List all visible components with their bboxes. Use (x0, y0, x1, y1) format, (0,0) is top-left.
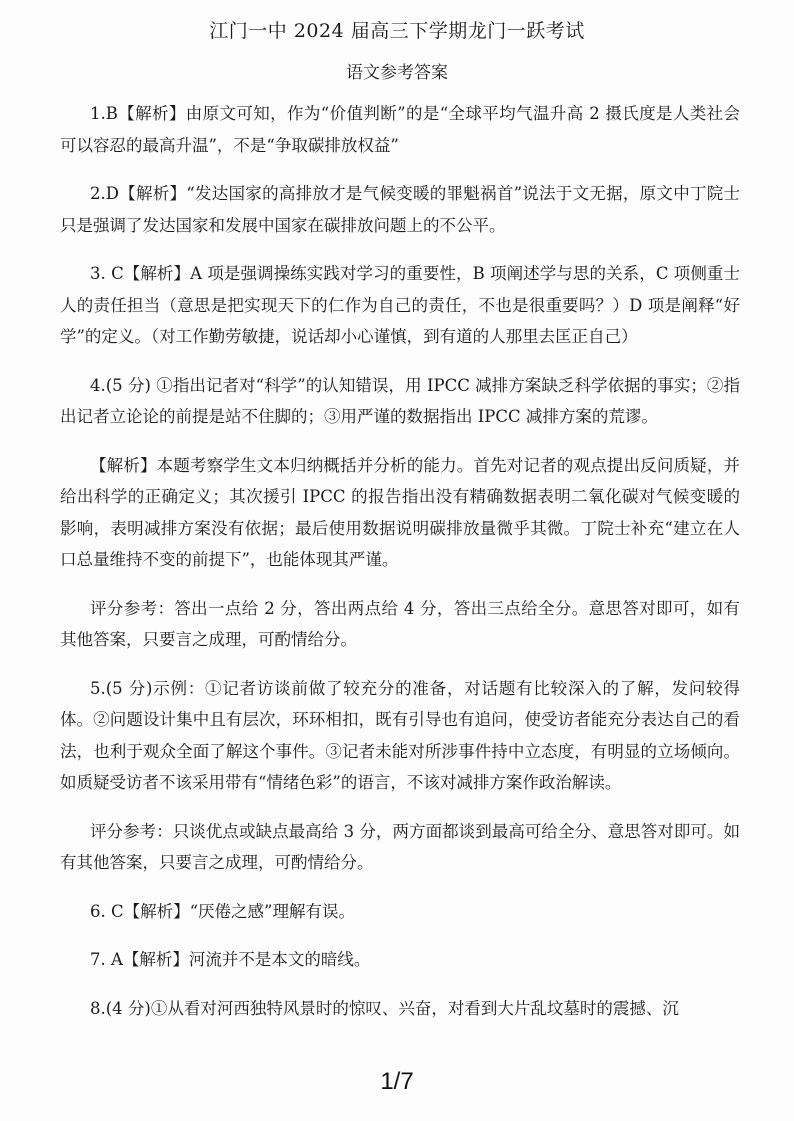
analysis-paragraph-4: 【解析】本题考察学生文本归纳概括并分析的能力。首先对记者的观点提出反问质疑，并给出科学的正确定义；其次援引 IPCC 的报告指出没有精确数据表明二氧化碳对气候变暖的影响，表明减排方案没有依据；最后使用数据说明碳排放量微乎其微。丁院士补充“建立在人口总量维持不变的前提下”，也能体现其严谨。 (60, 455, 740, 569)
scoring-note-5: 评分参考：只谈优点或缺点最高给 3 分，两方面都谈到最高可给全分、意思答对即可。如有其他答案，只要言之成理，可酌情给分。 (60, 821, 740, 872)
document-subtitle: 语文参考答案 (346, 63, 448, 83)
answer-paragraph-2: 2.D【解析】“发达国家的高排放才是气候变暖的罪魁祸首”说法于文无据，原文中丁院士只是强调了发达国家和发展中国家在碳排放问题上的不公平。 (60, 184, 740, 235)
answer-paragraph-1: 1.B【解析】由原文可知，作为“价值判断”的是“全球平均气温升高 2 摄氏度是人类社会可以容忍的最高升温”，不是“争取碳排放权益” (60, 104, 740, 155)
answer-paragraph-3: 3. C【解析】A 项是强调操练实践对学习的重要性，B 项阐述学与思的关系，C 项侧重士人的责任担当（意思是把实现天下的仁作为自己的责任，不也是很重要吗？）D 项是阐释“好学”的定义。（对工作勤劳敏捷，说话却小心谨慎，到有道的人那里去匡正自己） (60, 264, 740, 346)
answer-paragraph-6: 6. C【解析】“厌倦之感”理解有误。 (90, 901, 355, 921)
page-number: 1/7 (380, 1068, 414, 1095)
answer-paragraph-5: 5.(5 分)示例：①记者访谈前做了较充分的准备，对话题有比较深入的了解，发问较得体。②问题设计集中且有层次，环环相扣，既有引导也有追问，使受访者能充分表达自己的看法，也利于观众全面了解这个事件。③记者未能对所涉事件持中立态度，有明显的立场倾向。如质疑受访者不该采用带有“情绪色彩”的语言，不该对减排方案作政治解读。 (60, 678, 740, 792)
answer-paragraph-8: 8.(4 分)①从看对河西独特风景时的惊叹、兴奋，对看到大片乱坟墓时的震撼、沉 (90, 998, 679, 1018)
exam-title: 江门一中 2024 届高三下学期龙门一跃考试 (209, 20, 585, 42)
answer-paragraph-7: 7. A【解析】河流并不是本文的暗线。 (90, 950, 371, 969)
scoring-note-4: 评分参考：答出一点给 2 分，答出两点给 4 分，答出三点给全分。意思答对即可，如有其他答案，只要言之成理，可酌情给分。 (60, 598, 740, 649)
answer-paragraph-4: 4.(5 分) ①指出记者对“科学”的认知错误，用 IPCC 减排方案缺乏科学依据的事实；②指出记者立论论的前提是站不住脚的；③用严谨的数据指出 IPCC 减排方案的荒谬。 (60, 375, 740, 426)
answer-content (60, 98, 740, 1041)
